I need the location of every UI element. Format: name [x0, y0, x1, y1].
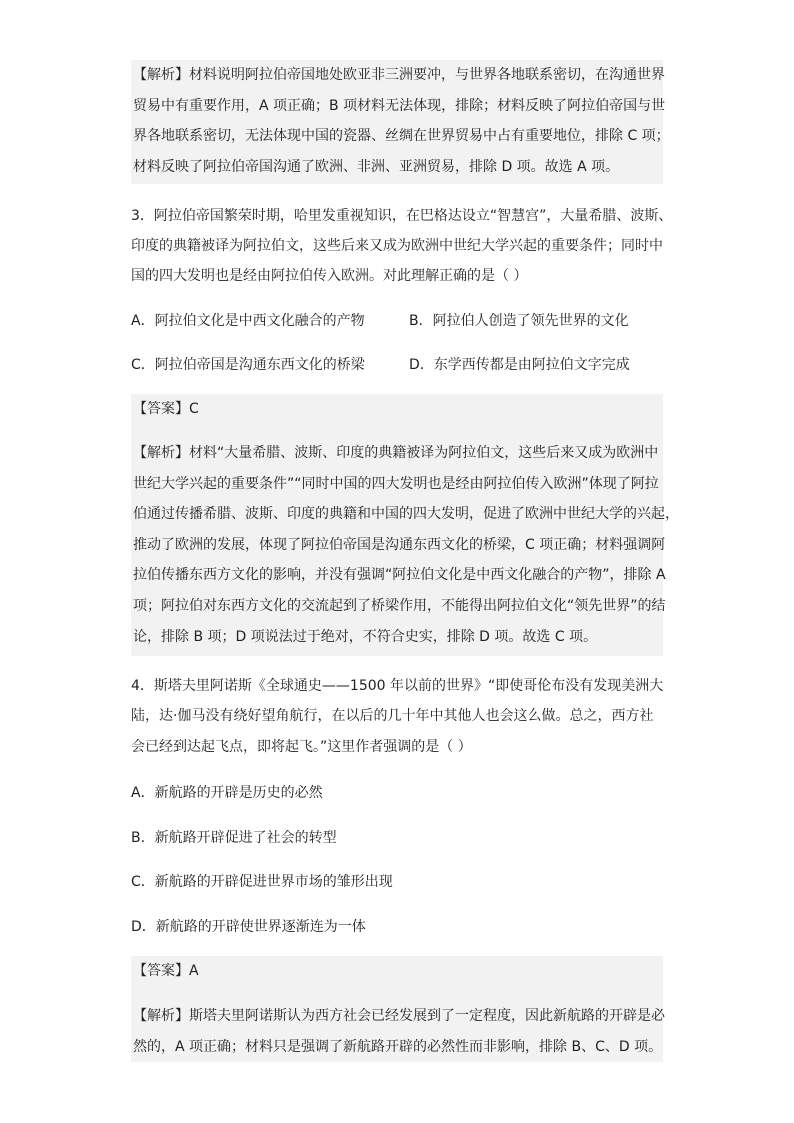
q2-analysis-line: 材料反映了阿拉伯帝国沟通了欧洲、非洲、亚洲贸易，排除 D 项。故选 A 项。	[133, 159, 620, 175]
q3-analysis-line: 推动了欧洲的发展，体现了阿拉伯帝国是沟通东西文化的桥梁，C 项正确；材料强调阿	[133, 537, 666, 553]
q4-stem-line: 陆，达·伽马没有绕好望角航行，在以后的几十年中其他人也会这么做。总之，西方社	[131, 708, 654, 724]
q3-option-c: C．阿拉伯帝国是沟通东西文化的桥梁	[131, 357, 365, 373]
q4-option-c: C．新航路的开辟促进世界市场的雏形出现	[131, 874, 393, 890]
q3-stem-line: 国的四大发明也是经由阿拉伯传入欧洲。对此理解正确的是（ ）	[131, 268, 528, 284]
q4-analysis-line: 然的，A 项正确；材料只是强调了新航路开辟的必然性而非影响，排除 B、C、D 项。	[133, 1039, 663, 1055]
q3-stem-line: 印度的典籍被译为阿拉伯文，这些后来又成为欧洲中世纪大学兴起的重要条件；同时中	[131, 238, 663, 254]
q2-analysis-line: 【解析】材料说明阿拉伯帝国地处欧亚非三洲要冲，与世界各地联系密切，在沟通世界	[133, 67, 665, 83]
q4-option-d: D．新航路的开辟使世界逐渐连为一体	[131, 919, 366, 935]
q3-analysis-line: 伯通过传播希腊、波斯、印度的典籍和中国的四大发明，促进了欧洲中世纪大学的兴起，	[133, 506, 679, 522]
q3-analysis-line: 论，排除 B 项；D 项说法过于绝对，不符合史实，排除 D 项。故选 C 项。	[133, 629, 598, 645]
q3-option-b: B．阿拉伯人创造了领先世界的文化	[409, 313, 629, 329]
q3-stem-line: 3．阿拉伯帝国繁荣时期，哈里发重视知识，在巴格达设立“智慧宫”，大量希腊、波斯、	[131, 208, 673, 224]
q3-option-d: D．东学西传都是由阿拉伯文字完成	[409, 357, 630, 373]
q3-option-a: A．阿拉伯文化是中西文化融合的产物	[131, 313, 365, 329]
q4-option-b: B．新航路开辟促进了社会的转型	[131, 830, 337, 846]
q4-analysis-line: 【解析】斯塔夫里阿诺斯认为西方社会已经发展到了一定程度，因此新航路的开辟是必	[133, 1008, 665, 1024]
q4-stem-line: 会已经到达起飞点，即将起飞。”这里作者强调的是（ ）	[131, 739, 472, 755]
q4-answer: 【答案】A	[133, 963, 199, 979]
q3-analysis-line: 【解析】材料“大量希腊、波斯、印度的典籍被译为阿拉伯文，这些后来又成为欧洲中	[133, 445, 659, 461]
q4-option-a: A．新航路的开辟是历史的必然	[131, 785, 323, 801]
q3-analysis-line: 拉伯传播东西方文化的影响，并没有强调“阿拉伯文化是中西文化融合的产物”，排除 A	[133, 567, 666, 583]
q3-analysis-line: 项；阿拉伯对东西方文化的交流起到了桥梁作用，不能得出阿拉伯文化“领先世界”的结	[133, 598, 666, 614]
q2-analysis-line: 贸易中有重要作用，A 项正确；B 项材料无法体现，排除；材料反映了阿拉伯帝国与世	[133, 98, 666, 114]
q3-answer-block	[131, 394, 666, 656]
q3-analysis-line: 世纪大学兴起的重要条件”“同时中国的四大发明也是经由阿拉伯传入欧洲”体现了阿拉	[133, 476, 659, 492]
q3-answer: 【答案】C	[133, 401, 199, 417]
q4-stem-line: 4．斯塔夫里阿诺斯《全球通史——1500 年以前的世界》“即使哥伦布没有发现美洲大	[131, 678, 664, 694]
q2-analysis-line: 界各地联系密切，无法体现中国的瓷器、丝绸在世界贸易中占有重要地位，排除 C 项；	[133, 128, 670, 144]
